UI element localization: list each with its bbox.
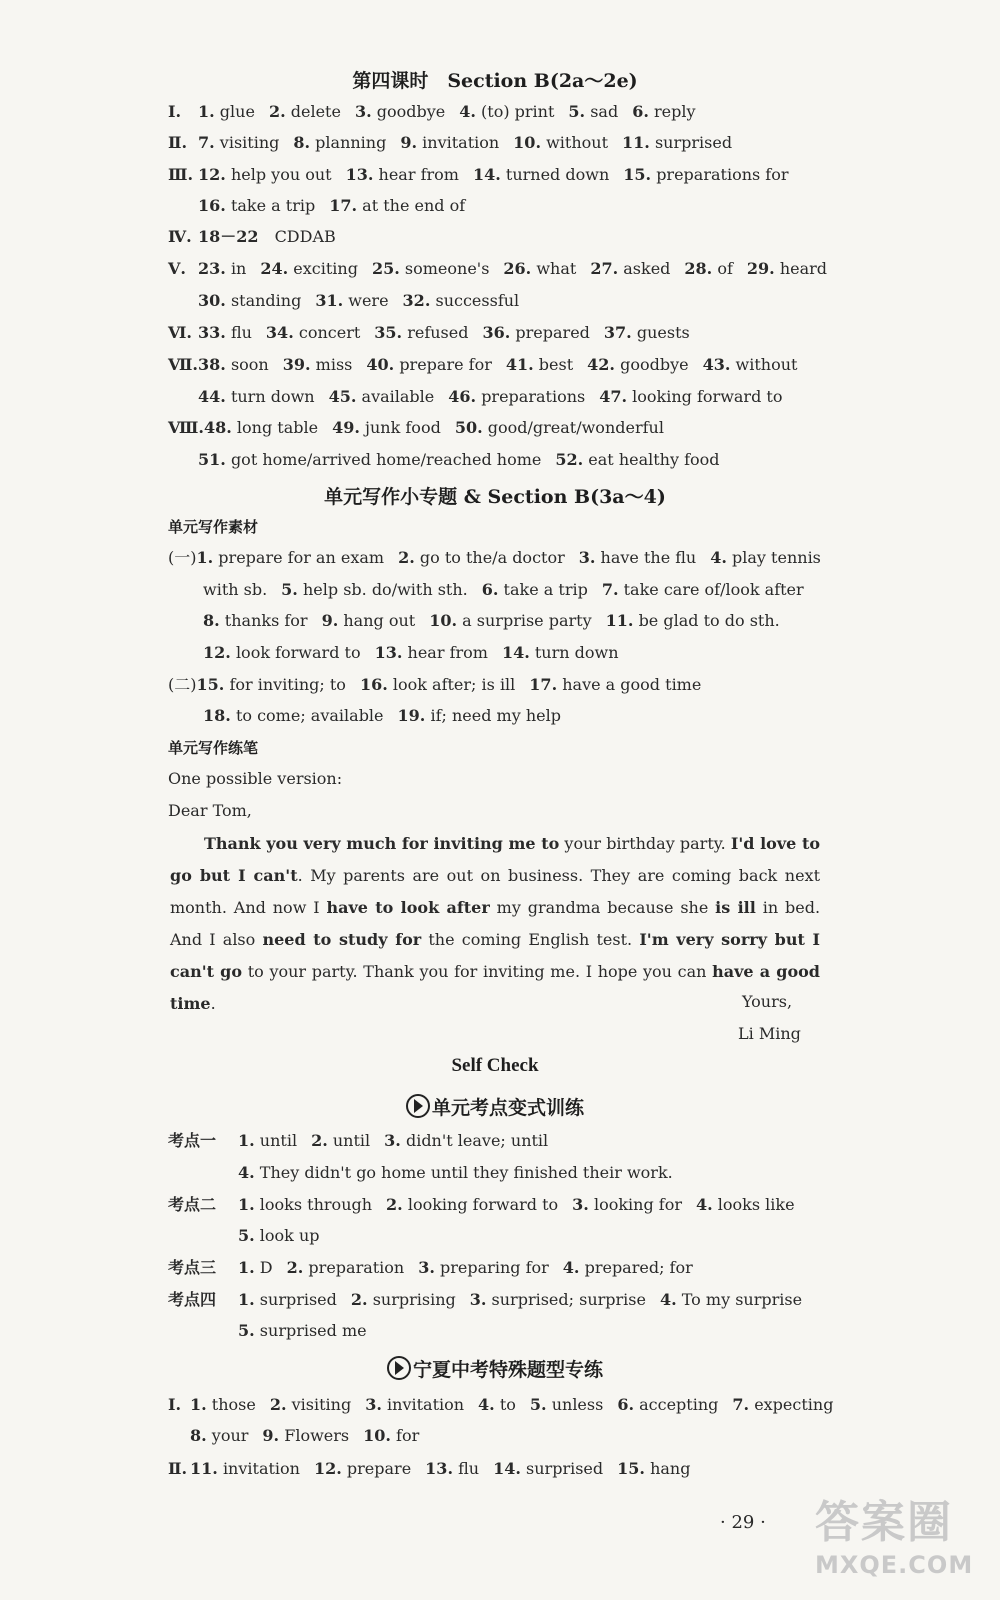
row-VI: Ⅵ. 33. flu 34. concert 35. refused 36. prepared 37. guests (168, 323, 690, 342)
letter-salutation: Dear Tom, (168, 801, 252, 820)
play-arrow-icon (387, 1356, 411, 1380)
row-k4-a: 考点四 1. surprised 2. surprising 3. surprised; surprise 4. To my surprise (168, 1290, 803, 1309)
watermark-logo: 答案圈 MXQE.COM (815, 1497, 974, 1579)
row-III-a: Ⅲ. 12. help you out 13. hear from 14. turned down 15. preparations for (168, 165, 789, 184)
row-I: Ⅰ. 1. glue 2. delete 3. goodbye 4. (to) print 5. sad 6. reply (168, 102, 696, 121)
row-VIII-a: Ⅷ.48. long table 49. junk food 50. good/great/wonderful (168, 418, 664, 437)
subheading-practice: 单元写作练笔 (168, 739, 259, 757)
row-n2: Ⅱ. 11. invitation 12. prepare 13. flu 14. surprised 15. hang (168, 1459, 691, 1478)
play-arrow-icon (406, 1094, 430, 1118)
row-k2-b: 5. look up (238, 1226, 320, 1245)
row-V-b: 30. standing 31. were 32. successful (198, 291, 520, 310)
possible-version-label: One possible version: (168, 769, 343, 788)
row-n1-a: Ⅰ. 1. those 2. visiting 3. invitation 4. to 5. unless 6. accepting 7. expecting (168, 1395, 834, 1414)
row-p1-a: (一)1. prepare for an exam 2. go to the/a doctor 3. have the flu 4. play tennis (168, 548, 821, 567)
row-p1-b: with sb. 5. help sb. do/with sth. 6. take a trip 7. take care of/look after (203, 580, 804, 599)
banner-ningxia-practice: 宁夏中考特殊题型专练 (0, 1355, 990, 1382)
row-III-b: 16. take a trip 17. at the end of (198, 196, 466, 215)
section-title-self-check: Self Check (451, 1055, 539, 1076)
page-number: · 29 · (720, 1512, 766, 1533)
banner-unit-points: 单元考点变式训练 (0, 1093, 990, 1120)
section-title-writing: 单元写作小专题 & Section B(3a～4) (324, 486, 666, 508)
letter-closing: Yours, (742, 992, 793, 1011)
row-p1-d: 12. look forward to 13. hear from 14. turn down (203, 643, 619, 662)
row-VII-b: 44. turn down 45. available 46. preparations 47. looking forward to (198, 387, 783, 406)
row-II: Ⅱ. 7. visiting 8. planning 9. invitation 10. without 11. surprised (168, 133, 733, 152)
row-IV: Ⅳ. 18－22 CDDAB (168, 227, 336, 246)
row-VII-a: Ⅶ.38. soon 39. miss 40. prepare for 41. best 42. goodbye 43. without (168, 355, 798, 374)
section-title-b2a-2e: 第四课时 Section B(2a～2e) (352, 70, 638, 92)
row-k1-a: 考点一 1. until 2. until 3. didn't leave; until (168, 1131, 549, 1150)
row-p1-c: 8. thanks for 9. hang out 10. a surprise party 11. be glad to do sth. (203, 611, 780, 630)
row-p2-b: 18. to come; available 19. if; need my help (203, 706, 561, 725)
row-k3: 考点三 1. D 2. preparation 3. preparing for 4. prepared; for (168, 1258, 693, 1277)
row-k2-a: 考点二 1. looks through 2. looking forward to 3. looking for 4. looks like (168, 1195, 795, 1214)
row-n1-b: 8. your 9. Flowers 10. for (190, 1426, 420, 1445)
subheading-materials: 单元写作素材 (168, 518, 259, 536)
row-k1-b: 4. They didn't go home until they finished their work. (238, 1163, 673, 1182)
row-k4-b: 5. surprised me (238, 1321, 367, 1340)
letter-signature: Li Ming (738, 1024, 801, 1043)
letter-body: Thank you very much for inviting me to your birthday party. I'd love to go but I can't. My parents are out on business. They are coming back next month. And now I have to look after my grandma because she is ill in bed. And I also need to study for the coming English test. I'm very sorry but I can't go to your party. Thank you for inviting me. I hope you can have a good time. (170, 834, 821, 1013)
row-p2-a: (二)15. for inviting; to 16. look after; is ill 17. have a good time (168, 675, 702, 694)
row-V-a: Ⅴ. 23. in 24. exciting 25. someone's 26. what 27. asked 28. of 29. heard (168, 259, 828, 278)
row-VIII-b: 51. got home/arrived home/reached home 52. eat healthy food (198, 450, 720, 469)
